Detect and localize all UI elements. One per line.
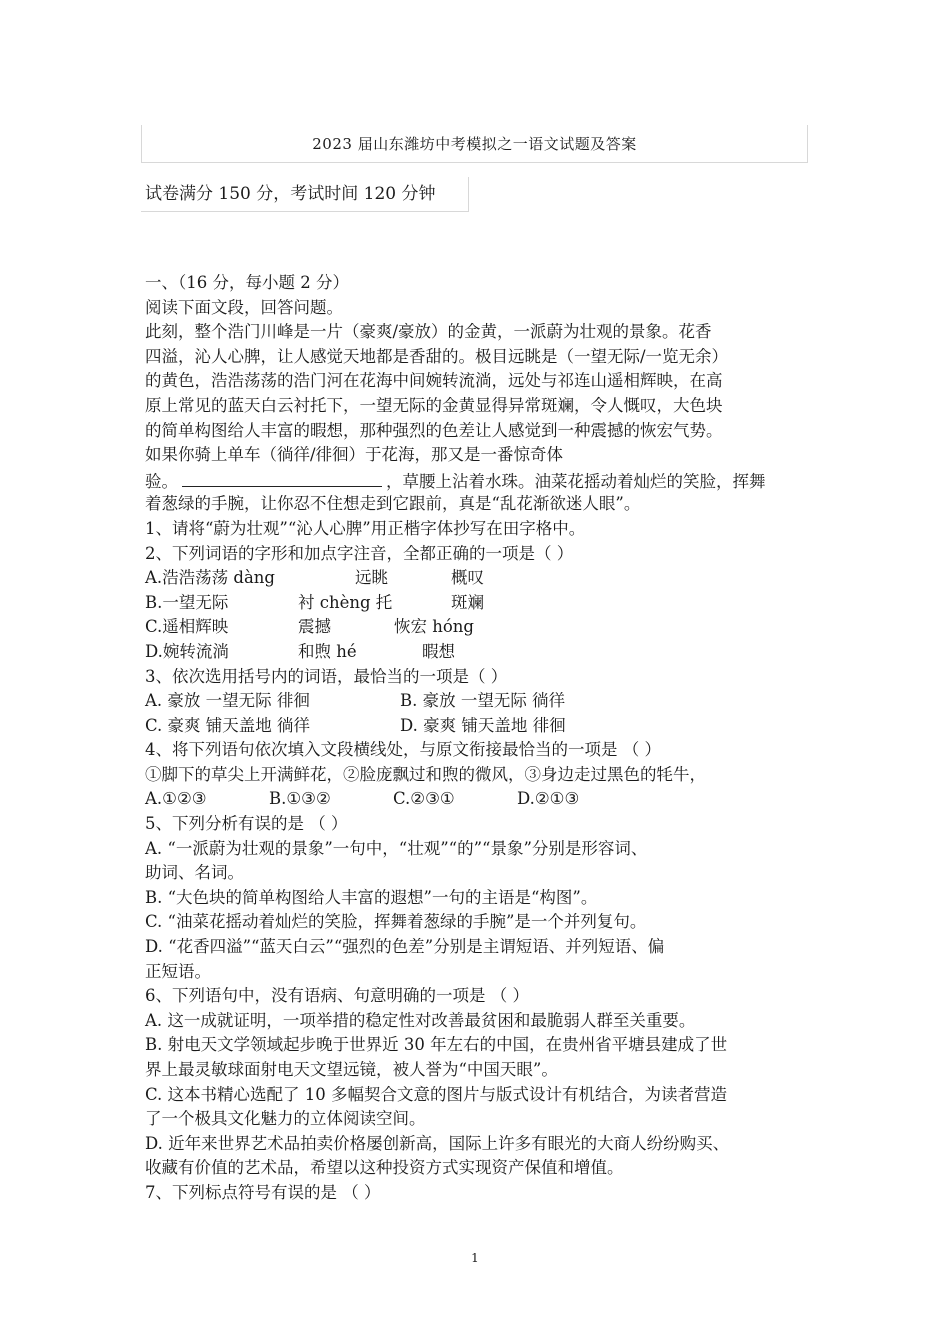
reading-passage <box>145 320 815 517</box>
option-d-word-1: D.婉转流淌 <box>145 641 229 661</box>
question-3 <box>145 665 815 739</box>
question-6 <box>145 984 815 1181</box>
option-d-word-3: 暇想 <box>422 641 455 661</box>
option-line: C. “油菜花摇动着灿烂的笑脸，挥舞着葱绿的手腕”是一个并列复句。 <box>145 912 647 932</box>
option-a-word-3: 概叹 <box>451 568 484 588</box>
option-c-word-1: C.遥相辉映 <box>145 617 229 637</box>
passage-line: 的黄色，浩浩荡荡的浩门河在花海中间婉转流淌，远处与祁连山遥相辉映，在高 <box>145 371 723 391</box>
question-stem: 2、下列词语的字形和加点字注音，全都正确的一项是（ ） <box>145 543 574 563</box>
option-row <box>145 714 815 739</box>
option-row <box>145 591 815 616</box>
option-row <box>145 640 815 665</box>
option-line: B. “大色块的简单构图给人丰富的遐想”一句的主语是“构图”。 <box>145 887 598 907</box>
question-sentence: ①脚下的草尖上开满鲜花，②脸庞飘过和煦的微风，③身边走过黑色的牦牛， <box>145 764 706 784</box>
option-line: A. “一派蔚为壮观的景象”一句中，“壮观”“的”“景象”分别是形容词、 <box>145 838 648 858</box>
section-instruction: 阅读下面文段，回答问题。 <box>145 297 343 317</box>
option-a: A.①②③ <box>145 789 207 809</box>
passage-blank-line <box>145 468 815 493</box>
question-stem: 4、将下列语句依次填入文段横线处，与原文衔接最恰当的一项是 （ ） <box>145 740 661 760</box>
fill-in-blank <box>182 468 382 487</box>
option-d: D. 豪爽 铺天盖地 徘徊 <box>400 715 566 735</box>
option-a-word-2: 远眺 <box>355 568 388 588</box>
option-line: 正短语。 <box>145 961 211 981</box>
option-c: C.②③① <box>393 789 455 809</box>
option-c-word-2: 震撼 <box>298 617 331 637</box>
option-row <box>145 615 815 640</box>
question-2 <box>145 542 815 665</box>
passage-line: 着葱绿的手腕，让你忍不住想走到它跟前，真是“乱花渐欲迷人眼”。 <box>145 494 641 514</box>
option-a: A. 豪放 一望无际 徘徊 <box>145 691 310 711</box>
option-c-word-3: 恢宏 hóng <box>394 617 474 637</box>
option-b-word-1: B.一望无际 <box>145 592 229 612</box>
option-b: B.①③② <box>269 789 331 809</box>
option-line: 了一个极具文化魅力的立体阅读空间。 <box>145 1109 426 1129</box>
option-line: D. 近年来世界艺术品拍卖价格屡创新高，国际上许多有眼光的大商人纷纷购买、 <box>145 1133 730 1153</box>
option-line: A. 这一成就证明，一项举措的稳定性对改善最贫困和最脆弱人群至关重要。 <box>145 1010 696 1030</box>
option-a-word-1: A.浩浩荡荡 dàng <box>145 568 275 588</box>
option-c: C. 豪爽 铺天盖地 徜徉 <box>145 715 311 735</box>
question-stem: 5、下列分析有误的是 （ ） <box>145 814 348 834</box>
option-line: C. 这本书精心选配了 10 多幅契合文意的图片与版式设计有机结合，为读者营造 <box>145 1084 728 1104</box>
document-title: 2023 届山东潍坊中考模拟之一语文试题及答案 <box>312 135 637 153</box>
passage-line: 四溢，沁人心脾，让人感觉天地都是香甜的。极目远眺是（一望无际/一览无余） <box>145 346 729 366</box>
passage-text: ，草腰上沾着水珠。油菜花摇动着灿烂的笑脸，挥舞 <box>386 471 766 491</box>
question-stem: 6、下列语句中，没有语病、句意明确的一项是 （ ） <box>145 986 529 1006</box>
passage-line: 如果你骑上单车（徜徉/徘徊）于花海，那又是一番惊奇体 <box>145 445 564 465</box>
passage-line: 原上常见的蓝天白云衬托下，一望无际的金黄显得异常斑斓，令人慨叹，大色块 <box>145 395 723 415</box>
option-row <box>145 787 815 812</box>
option-d: D.②①③ <box>517 789 580 809</box>
passage-line: 此刻，整个浩门川峰是一片（豪爽/豪放）的金黄，一派蔚为壮观的景象。花香 <box>145 322 712 342</box>
option-b: B. 豪放 一望无际 徜徉 <box>400 691 566 711</box>
page-number: 1 <box>471 1251 479 1265</box>
option-b-word-2: 衬 chèng 托 <box>298 592 393 612</box>
option-d-word-2: 和煦 hé <box>298 641 357 661</box>
option-line: 助词、名词。 <box>145 863 244 883</box>
question-1: 1、请将“蔚为壮观”“沁人心脾”用正楷字体抄写在田字格中。 <box>145 518 586 538</box>
option-line: D. “花香四溢”“蓝天白云”“强烈的色差”分别是主谓短语、并列短语、偏 <box>145 937 665 957</box>
document-body <box>145 271 815 1206</box>
question-4 <box>145 738 815 812</box>
question-stem: 3、依次选用括号内的词语，最恰当的一项是（ ） <box>145 666 508 686</box>
option-row <box>145 566 815 591</box>
document-title-box <box>141 125 808 163</box>
question-7: 7、下列标点符号有误的是 （ ） <box>145 1182 381 1202</box>
option-row <box>145 689 815 714</box>
option-line: 界上最灵敏球面射电天文望远镜，被人誉为“中国天眼”。 <box>145 1060 558 1079</box>
option-line: 收藏有价值的艺术品，希望以这种投资方式实现资产保值和增值。 <box>145 1158 624 1178</box>
exam-meta: 试卷满分 150 分，考试时间 120 分钟 <box>141 177 469 212</box>
section-heading: 一、（16 分，每小题 2 分） <box>145 273 349 292</box>
option-line: B. 射电天文学领域起步晚于世界近 30 年左右的中国，在贵州省平塘县建成了世 <box>145 1035 728 1055</box>
passage-text: 验。 <box>145 471 178 491</box>
passage-line: 的简单构图给人丰富的暇想，那种强烈的色差让人感觉到一种震撼的恢宏气势。 <box>145 420 723 440</box>
question-5 <box>145 812 815 984</box>
option-b-word-3: 斑斓 <box>451 592 484 612</box>
